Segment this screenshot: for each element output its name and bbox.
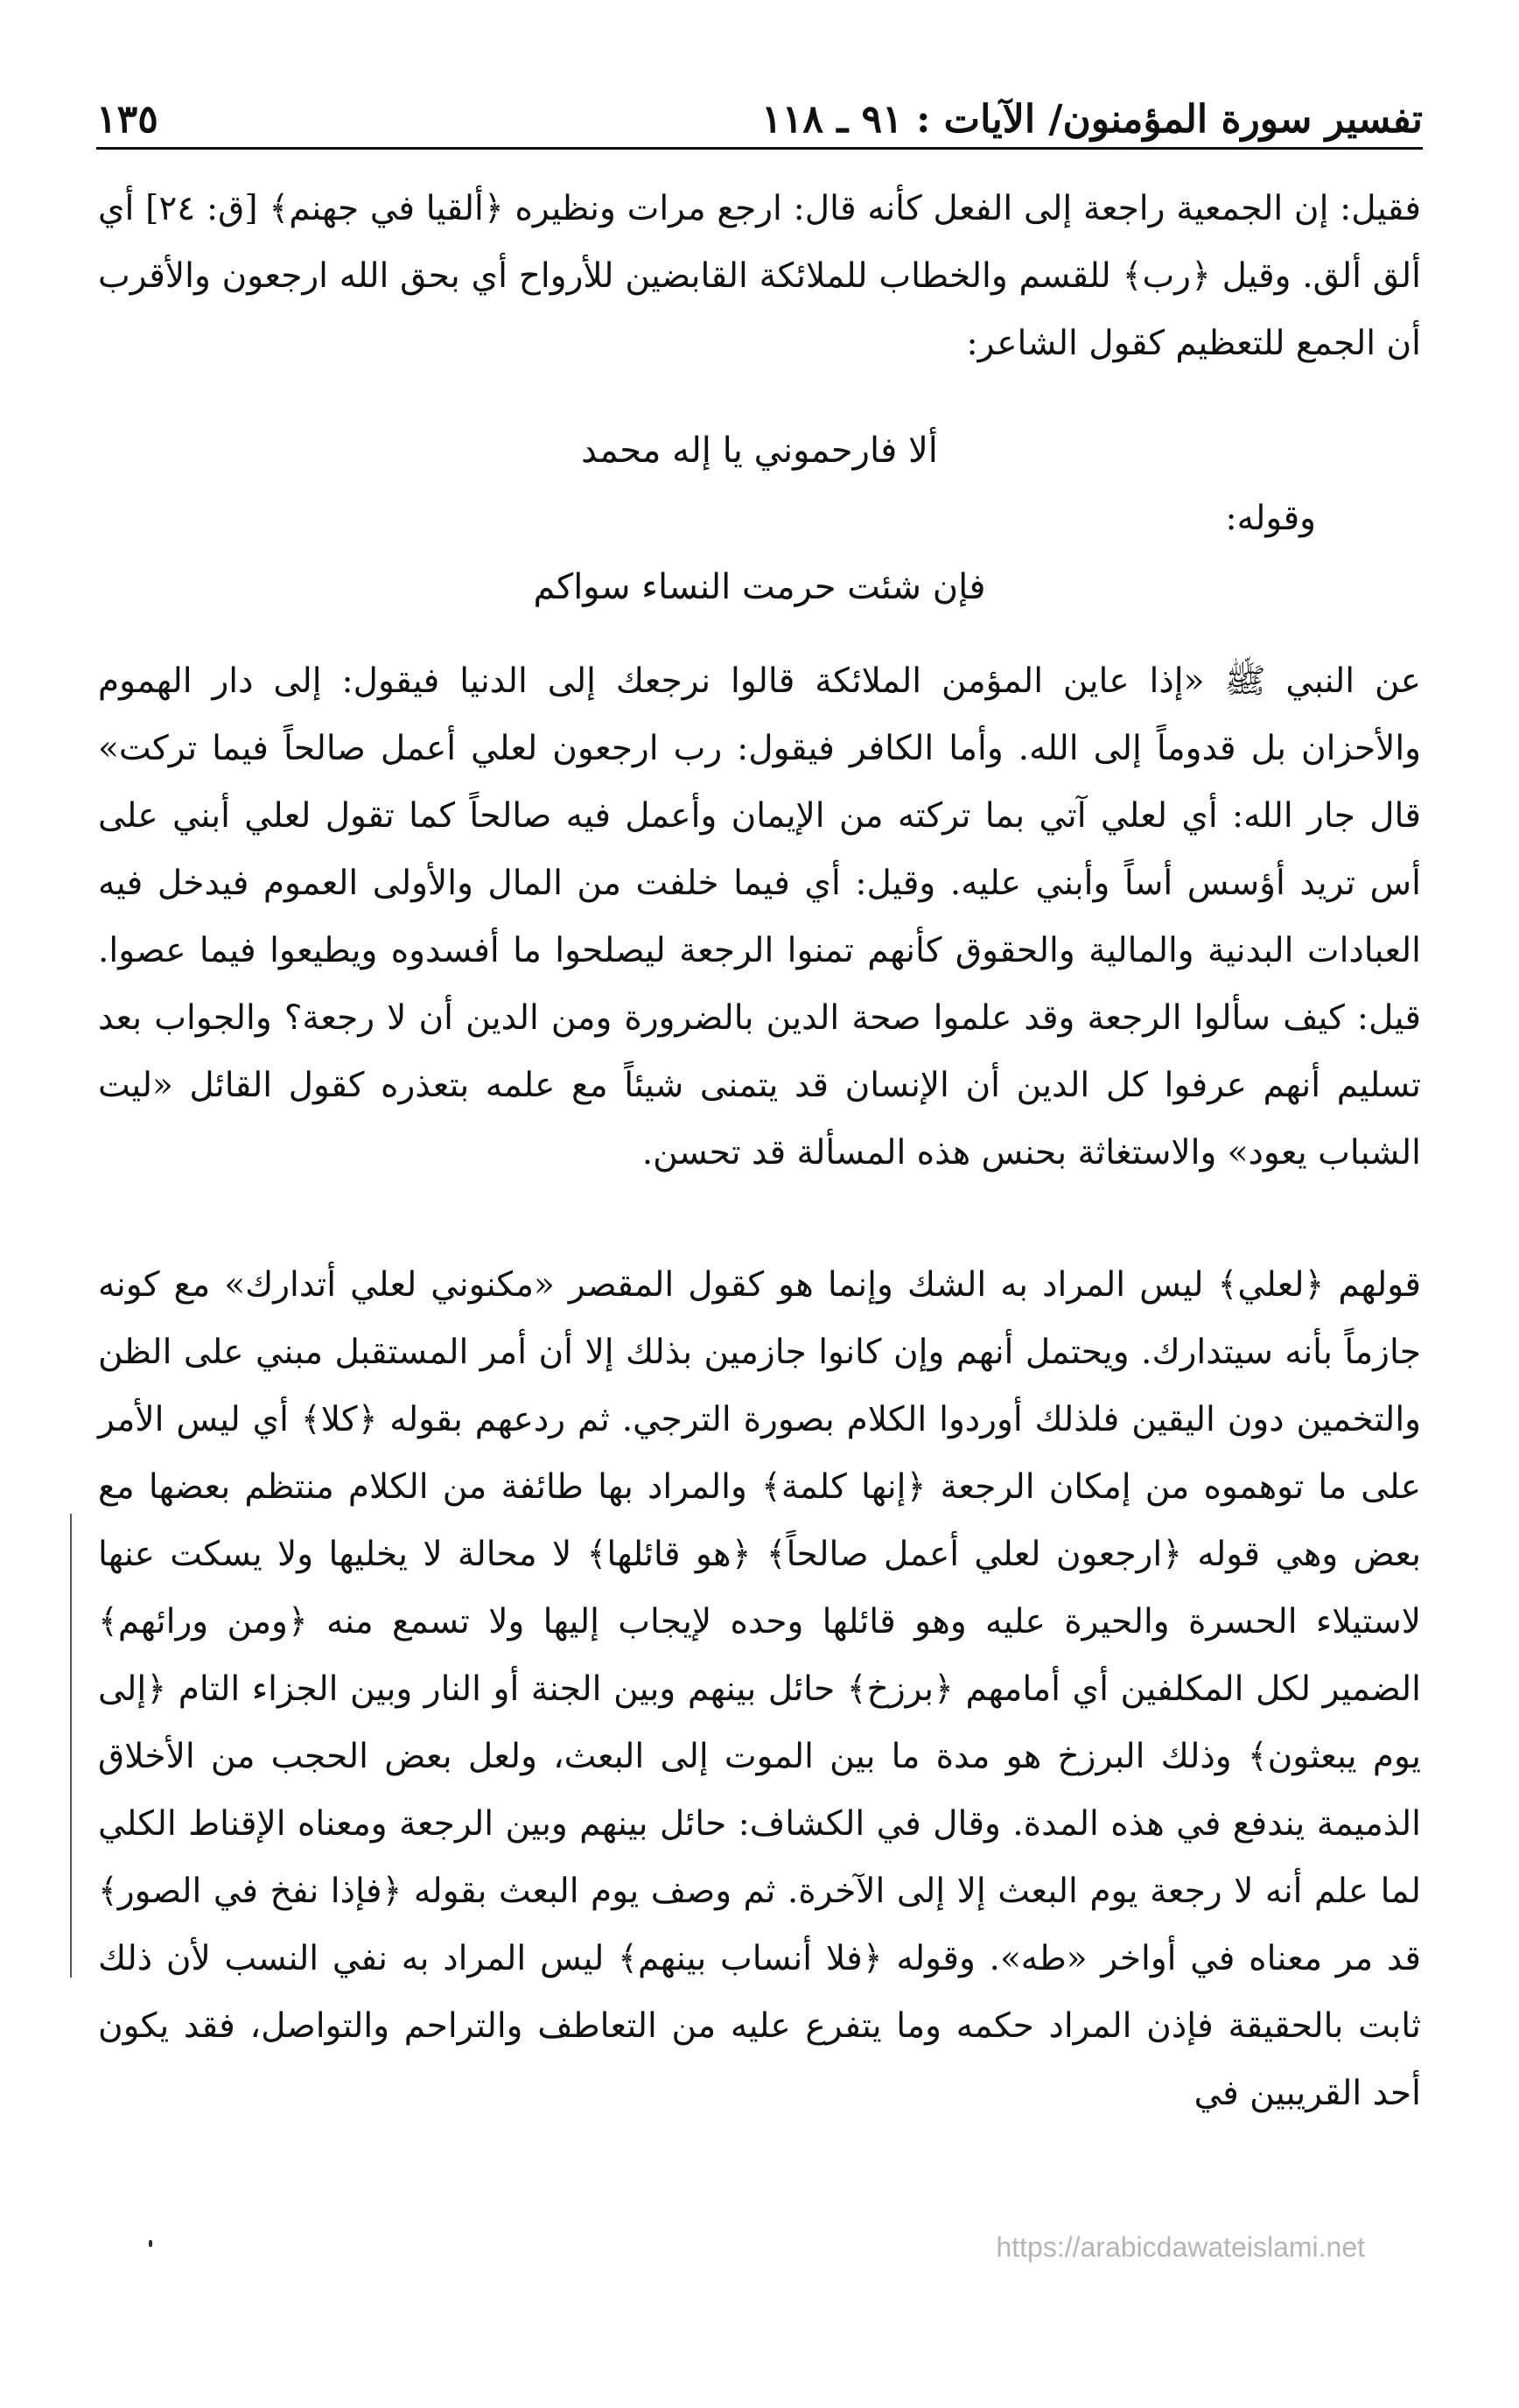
paragraph-2: عن النبي ﷺ «إذا عاين المؤمن الملائكة قالوا نرجعك إلى الدنيا فيقول: إلى دار الهموم والأحزان بل قدوماً إلى الله. وأما الكافر فيقول: رب ارجعون لعلي أعمل صالحاً فيما تركت» قال جار الله: أي لعلي آتي بما تركته من الإيمان وأعمل فيه صالحاً كما تقول لعلي أبني على أس تريد أؤسس أساً وأبني عليه. وقيل: أي فيما خلفت من المال والأولى العموم فيدخل فيه العبادات البدنية والمالية والحقوق كأنهم تمنوا الرجعة ليصلحوا ما أفسدوه ويطيعوا فيما عصوا. قيل: كيف سألوا الرجعة وقد علموا صحة الدين بالضرورة ومن الدين أن لا رجعة؟ والجواب بعد تسليم أنهم عرفوا كل الدين أن الإنسان قد يتمنى شيئاً مع علمه بتعذره كقول القائل «ليت الشباب يعود» والاستغاثة بحنس هذه المسألة قد تحسن. (98, 662, 1421, 1172)
watermark-url: https://arabicdawateislami.net (996, 2231, 1365, 2263)
margin-line (70, 1514, 72, 1978)
verse-intro: وقوله: (1225, 499, 1316, 538)
running-title: تفسير سورة المؤمنون/ الآيات : ٩١ ـ ١١٨ (761, 97, 1423, 143)
poetry-verse-2: فإن شئت حرمت النساء سواكم (533, 567, 986, 607)
paragraph-1: فقيل: إن الجمعية راجعة إلى الفعل كأنه قال: ارجع مرات ونظيره ﴿ألقيا في جهنم﴾ [ق: ٢٤] أي ألق ألق. وقيل ﴿رب﴾ للقسم والخطاب للملائكة القابضين للأرواح أي بحق الله ارجعون والأقرب أن الجمع للتعظيم كقول الشاعر: (98, 189, 1421, 363)
ink-dot (149, 2240, 152, 2247)
header-rule (96, 147, 1423, 150)
page-header (96, 88, 1423, 144)
poetry-verse-1: ألا فارحموني يا إله محمد (581, 430, 938, 471)
page-number: ١٣٥ (96, 97, 158, 143)
paragraph-3: قولهم ﴿لعلي﴾ ليس المراد به الشك وإنما هو كقول المقصر «مكنوني لعلي أتدارك» مع كونه جازماً بأنه سيتدارك. ويحتمل أنهم وإن كانوا جازمين بذلك إلا أن أمر المستقبل مبني على الظن والتخمين دون اليقين فلذلك أوردوا الكلام بصورة الترجي. ثم ردعهم بقوله ﴿كلا﴾ أي ليس الأمر على ما توهموه من إمكان الرجعة ﴿إنها كلمة﴾ والمراد بها طائفة من الكلام منتظم بعضها مع بعض وهي قوله ﴿ارجعون لعلي أعمل صالحاً﴾ ﴿هو قائلها﴾ لا محالة لا يخليها ولا يسكت عنها لاستيلاء الحسرة والحيرة عليه وهو قائلها وحده لإيجاب إليها ولا تسمع منه ﴿ومن ورائهم﴾ الضمير لكل المكلفين أي أمامهم ﴿برزخ﴾ حائل بينهم وبين الجنة أو النار وبين الجزاء التام ﴿إلى يوم يبعثون﴾ وذلك البرزخ هو مدة ما بين الموت إلى البعث، ولعل بعض الحجب من الأخلاق الذميمة يندفع في هذه المدة. وقال في الكشاف: حائل بينهم وبين الرجعة ومعناه الإقناط الكلي لما علم أنه لا رجعة يوم البعث إلا إلى الآخرة. ثم وصف يوم البعث بقوله ﴿فإذا نفخ في الصور﴾ قد مر معناه في أواخر «طه». وقوله ﴿فلا أنساب بينهم﴾ ليس المراد به نفي النسب لأن ذلك ثابت بالحقيقة فإذن المراد حكمه وما يتفرع عليه من التعاطف والتراحم والتواصل، فقد يكون أحد القريبين في (98, 1265, 1421, 2113)
